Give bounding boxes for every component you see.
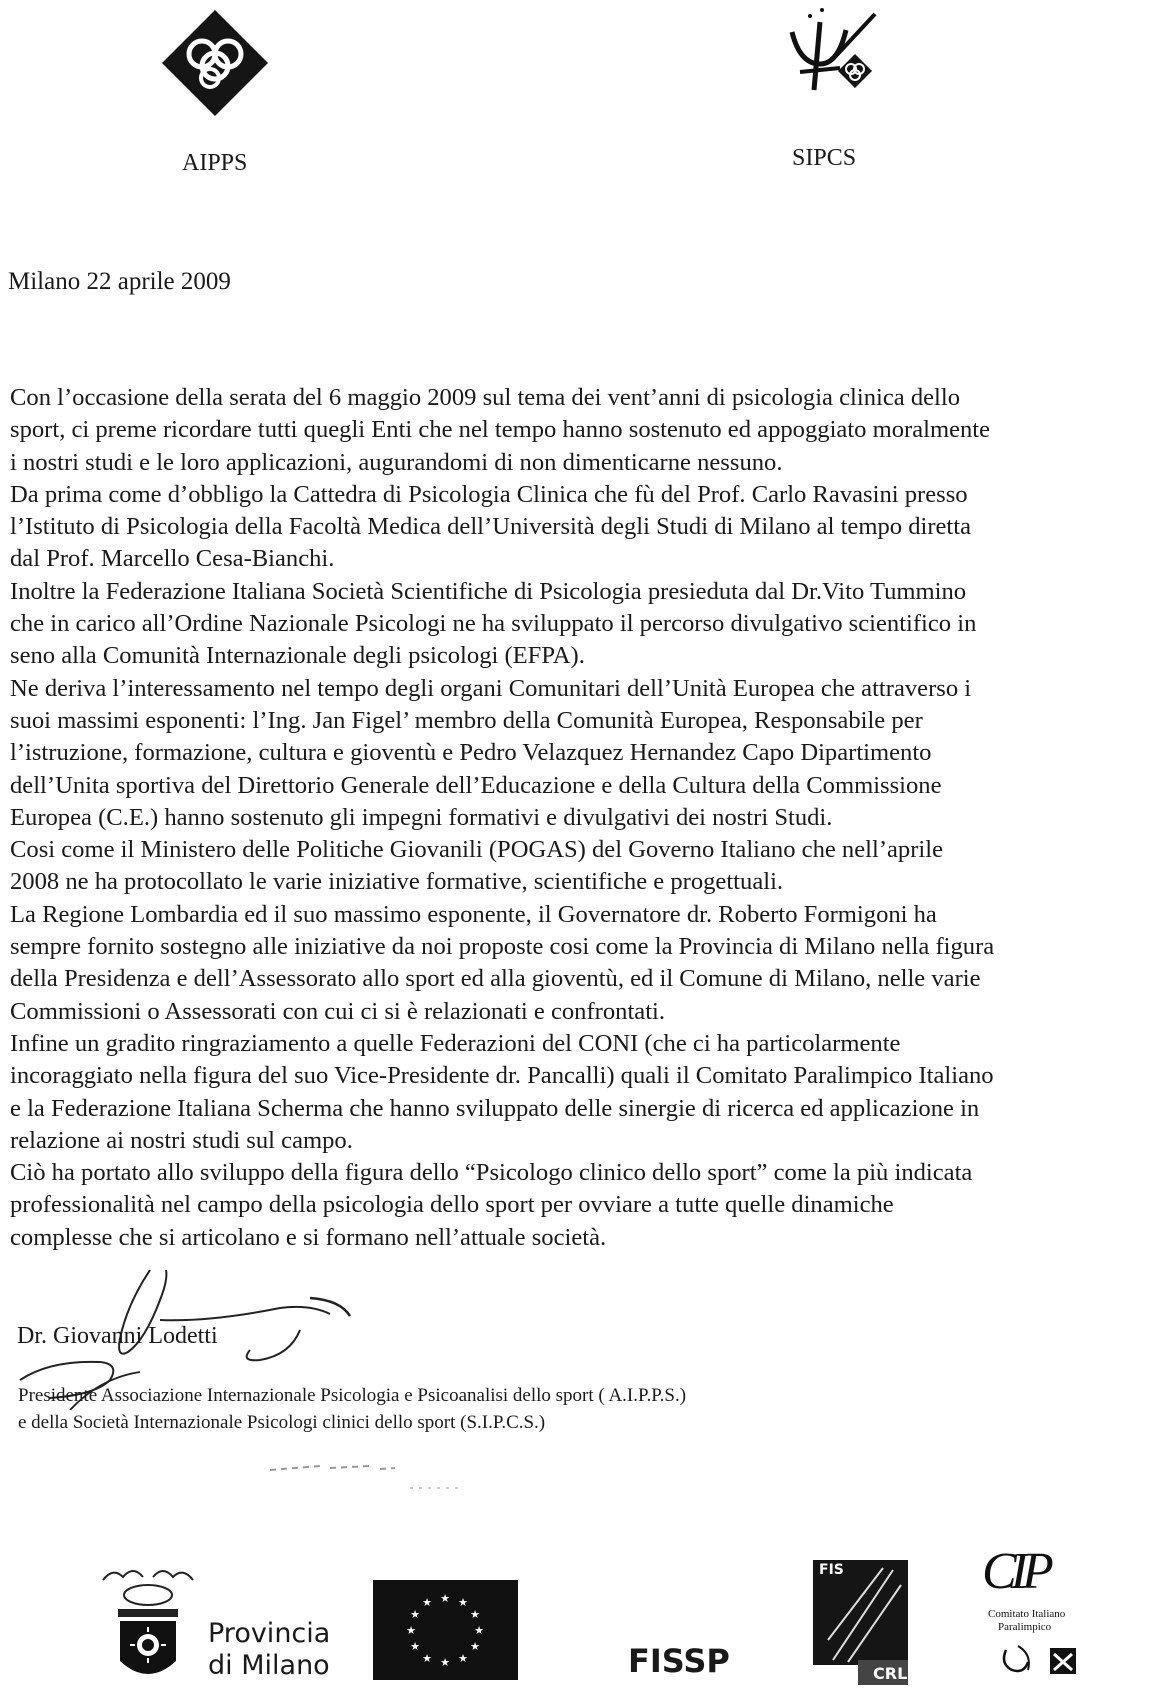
body-line: Da prima come d’obbligo la Cattedra di Psicologia Clinica che fù del Prof. Carlo Ravasini presso [10,480,968,508]
body-line: seno alla Comunità Internazionale degli psicologi (EFPA). [10,642,585,670]
body-line: Ciò ha portato allo sviluppo della figura dello “Psicologo clinico dello sport” come la più indicata [10,1159,973,1187]
fissp-logo-text: FISSP [628,1642,730,1680]
body-line: Europea (C.E.) hanno sostenuto gli impegni formativi e divulgativi dei nostri Studi. [10,803,833,831]
svg-text:★: ★ [470,1640,480,1653]
cip-mark: CIP [982,1543,1048,1600]
aipps-logo [160,8,270,118]
cip-line1: Comitato Italiano [988,1608,1066,1620]
svg-text:★: ★ [470,1608,480,1621]
body-line: Con l’occasione della serata del 6 maggio 2009 sul tema dei vent’anni di psicologia clinica dello [10,384,960,411]
provincia-milano-crest [98,1565,198,1690]
body-line: professionalità nel campo della psicologia dello sport per ovviare a tutte quelle dinamiche [10,1191,894,1219]
sipcs-logo [780,2,890,102]
svg-text:★: ★ [422,1596,432,1609]
svg-text:★: ★ [458,1596,468,1609]
body-line: dal Prof. Marcello Cesa-Bianchi. [10,545,335,573]
provincia-line2: di Milano [208,1650,330,1681]
svg-text:★: ★ [410,1608,420,1621]
cip-logo [978,1543,1098,1688]
svg-text:★: ★ [474,1624,484,1637]
body-line: dell’Unita sportiva del Direttorio Generale dell’Educazione e della Cultura della Commissione [10,771,942,799]
body-line: La Regione Lombardia ed il suo massimo esponente, il Governatore dr. Roberto Formigoni ha [10,900,937,928]
signatory-title: Presidente Associazione Internazionale Psicologia e Psicoanalisi dello sport ( A.I.P.P.S.) [18,1385,687,1406]
body-line: che in carico all’Ordine Nazionale Psicologi ne ha sviluppato il percorso divulgativo scientifico in [10,610,977,638]
cip-line2: Paralimpico [998,1621,1052,1633]
body-line: incoraggiato nella figura del suo Vice-Presidente dr. Pancalli) quali il Comitato Paralimpico Italiano [10,1062,994,1090]
faint-stamp-marks [260,1458,480,1498]
signatory-name: Dr. Giovanni Lodetti [17,1323,218,1349]
body-line: l’Istituto di Psicologia della Facoltà Medica dell’Università degli Studi di Milano al tempo diretta [10,513,972,541]
body-line: relazione ai nostri studi sul campo. [10,1126,353,1154]
body-line: Ne deriva l’interessamento nel tempo degli organi Comunitari dell’Unità Europea che attraverso i [10,674,972,702]
body-line: Commissioni o Assessorati con cui ci si è relazionati e confrontati. [10,997,666,1025]
body-line: i nostri studi e le loro applicazioni, augurandomi di non dimenticarne nessuno. [10,448,783,476]
body-line: della Presidenza e dell’Assessorato allo sport ed alla gioventù, ed il Comune di Milano, nelle varie [10,965,981,993]
body-line: sempre fornito sostegno alle iniziative da noi proposte cosi come la Provincia di Milano nella figura [10,933,995,961]
body-line: 2008 ne ha protocollato le varie iniziative formative, scientifiche e progettuali. [10,868,784,896]
sipcs-label: SIPCS [792,145,857,171]
provincia-line1: Provincia [208,1618,331,1649]
body-line: Cosi come il Ministero delle Politiche Giovanili (POGAS) del Governo Italiano che nell’aprile [10,836,943,864]
eu-flag-logo [373,1580,518,1680]
signatory-title-cont: e della Società Internazionale Psicologi clinici dello sport (S.I.P.C.S.) [18,1412,546,1433]
body-line: Inoltre la Federazione Italiana Società Scientifiche di Psicologia presieduta dal Dr.Vito Tummino [10,577,967,605]
svg-text:★: ★ [440,1592,450,1605]
svg-text:★: ★ [458,1652,468,1665]
svg-text:★: ★ [406,1624,416,1637]
letter-body [10,382,1110,1254]
body-line: Infine un gradito ringraziamento a quelle Federazioni del CONI (che ci ha particolarmente [10,1029,901,1057]
svg-text:★: ★ [422,1652,432,1665]
provincia-milano-text [208,1618,330,1682]
letter-date: Milano 22 aprile 2009 [8,268,231,295]
aipps-label: AIPPS [182,150,248,176]
body-line: suoi massimi esponenti: l’Ing. Jan Figel’ membro della Comunità Europea, Responsabile per [10,706,923,734]
fis-label: FIS [819,1562,844,1578]
svg-text:★: ★ [440,1656,450,1669]
body-line: e la Federazione Italiana Scherma che hanno sviluppato delle sinergie di ricerca ed applicazione in [10,1094,980,1122]
body-line: sport, ci preme ricordare tutti quegli Enti che nel tempo hanno sostenuto ed appoggiato moralmente [10,416,991,444]
crl-label: CRL [873,1664,908,1683]
svg-text:★: ★ [410,1640,420,1653]
body-line: complesse che si articolano e si formano nell’attuale società. [10,1223,607,1251]
body-line: l’istruzione, formazione, cultura e gioventù e Pedro Velazquez Hernandez Capo Dipartimento [10,739,932,767]
fis-crl-logo [813,1560,908,1685]
